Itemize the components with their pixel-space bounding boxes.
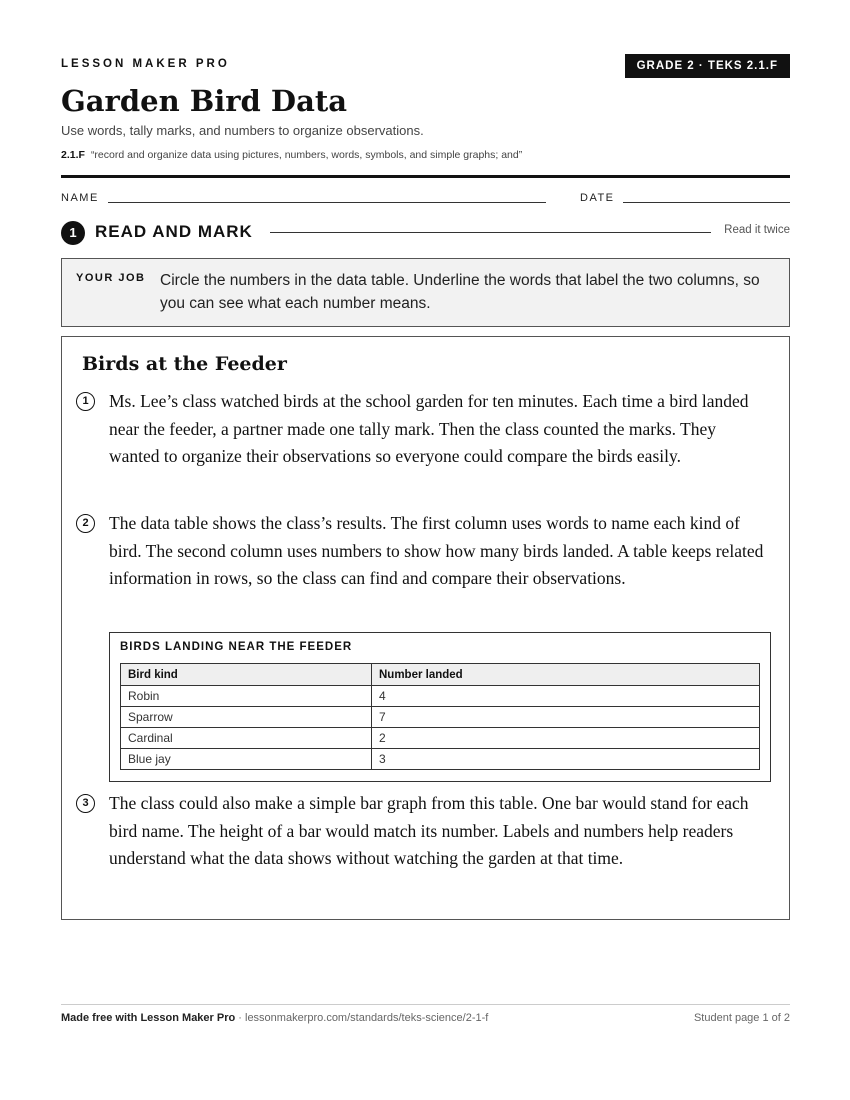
number-landed-cell: 2 [372, 728, 760, 749]
passage-paragraph-2 [82, 510, 769, 593]
standard-code: 2.1.F [61, 149, 85, 161]
footer-credit [61, 1012, 488, 1024]
passage-paragraph-1 [82, 388, 769, 471]
paragraph-number-1: 1 [76, 392, 95, 411]
footer-divider [61, 1004, 790, 1005]
brand-name: LESSON MAKER PRO [61, 58, 230, 70]
table-caption: BIRDS LANDING NEAR THE FEEDER [120, 641, 353, 653]
number-landed-cell: 7 [372, 707, 760, 728]
column-header-bird-kind: Bird kind [121, 664, 372, 686]
number-landed-cell: 3 [372, 749, 760, 770]
paragraph-number-2: 2 [76, 514, 95, 533]
your-job-label: YOUR JOB [76, 272, 146, 284]
page-title: Garden Bird Data [61, 84, 348, 118]
footer-made-by: Made free with Lesson Maker Pro [61, 1012, 236, 1024]
section-title: READ AND MARK [95, 222, 253, 241]
header-bar [61, 54, 790, 78]
table-row [121, 686, 760, 707]
number-landed-cell: 4 [372, 686, 760, 707]
paragraph-text-1: Ms. Lee’s class watched birds at the school garden for ten minutes. Each time a bird landed near the feeder, a partner made one tally mark. Then the class counted the marks. They wanted to organize their observations so everyone could compare the birds easily. [109, 391, 749, 467]
passage-title: Birds at the Feeder [82, 353, 287, 375]
section-number-badge: 1 [61, 221, 85, 245]
your-job-box [61, 258, 790, 327]
table-row [121, 728, 760, 749]
reading-passage [61, 336, 790, 920]
paragraph-text-2: The data table shows the class’s results. The first column uses words to name each kind of bird. The second column uses numbers to show how many birds landed. A table keeps related information in rows, so the class can find and compare their observations. [109, 513, 764, 589]
bird-kind-cell: Robin [121, 686, 372, 707]
name-label: NAME [61, 192, 99, 204]
footer-link[interactable]: · lessonmakerpro.com/standards/teks-science/2-1-f [238, 1012, 489, 1024]
table-header-row [121, 664, 760, 686]
worksheet-page [61, 0, 790, 1100]
date-label: DATE [580, 192, 615, 204]
your-job-text: Circle the numbers in the data table. Underline the words that label the two columns, so you can see what each number means. [160, 272, 760, 312]
header-divider [61, 175, 790, 178]
bird-kind-cell: Cardinal [121, 728, 372, 749]
date-field[interactable] [623, 202, 790, 203]
name-field[interactable] [108, 202, 546, 203]
grade-badge: GRADE 2 · TEKS 2.1.F [625, 54, 790, 78]
page-subtitle: Use words, tally marks, and numbers to organize observations. [61, 123, 424, 138]
bird-kind-cell: Sparrow [121, 707, 372, 728]
section-divider [270, 232, 711, 233]
section-heading [61, 221, 790, 245]
bird-data-table [120, 663, 760, 770]
passage-paragraph-3 [82, 790, 769, 873]
column-header-number-landed: Number landed [372, 664, 760, 686]
table-row [121, 707, 760, 728]
name-date-row [61, 192, 790, 208]
paragraph-number-3: 3 [76, 794, 95, 813]
bird-kind-cell: Blue jay [121, 749, 372, 770]
standard-line [61, 149, 522, 161]
section-note: Read it twice [724, 224, 790, 236]
table-row [121, 749, 760, 770]
data-table-box [109, 632, 771, 782]
standard-text: “record and organize data using pictures, numbers, words, symbols, and simple graphs; and” [90, 149, 523, 161]
footer-page-number: Student page 1 of 2 [693, 1012, 790, 1024]
paragraph-text-3: The class could also make a simple bar graph from this table. One bar would stand for each bird name. The height of a bar would match its number. Labels and numbers help readers understand what the data shows without watching the garden at that time. [109, 793, 749, 869]
